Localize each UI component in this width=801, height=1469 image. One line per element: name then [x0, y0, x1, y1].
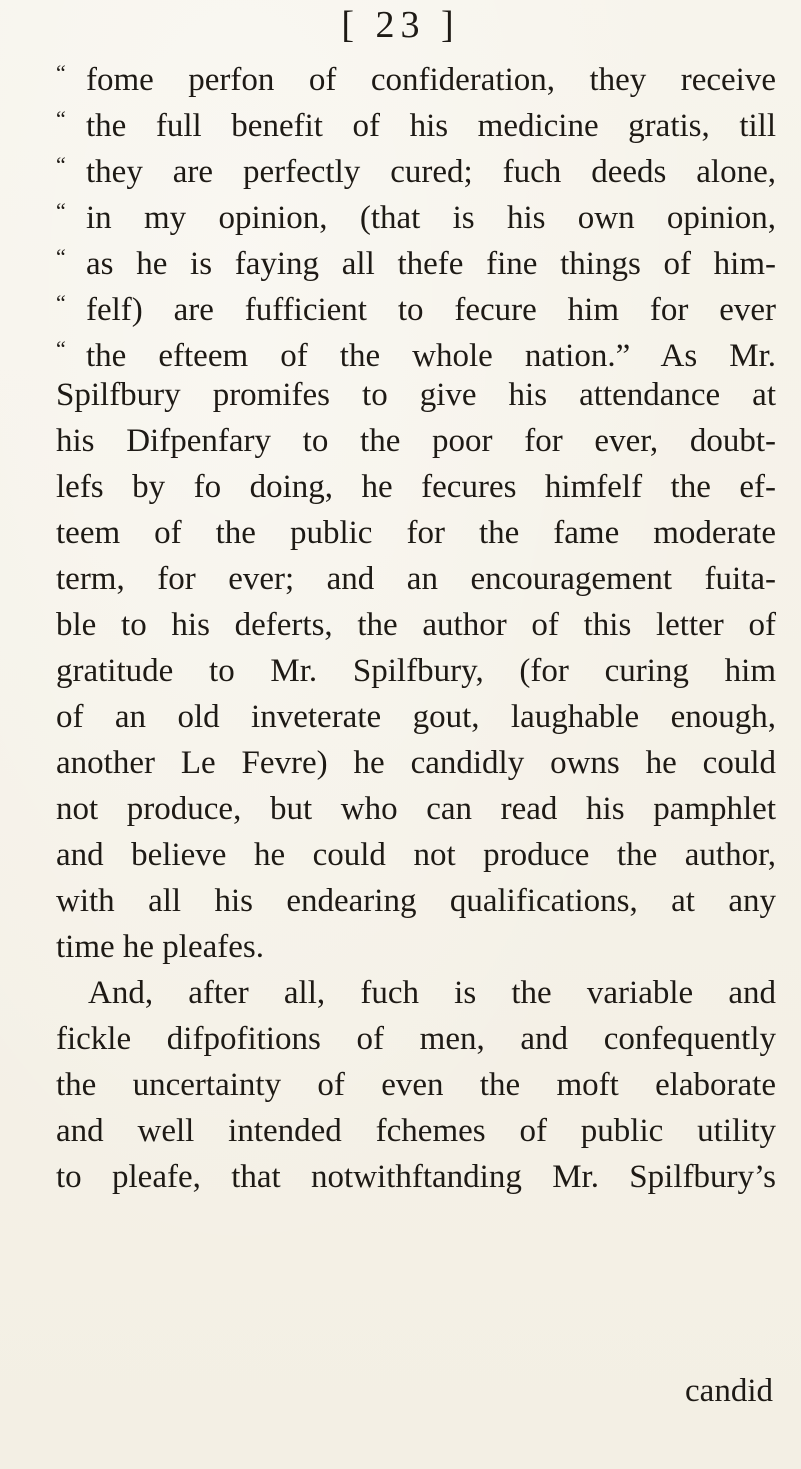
quote-mark: “: [56, 60, 66, 85]
line-text: fome perfon of confideration, they receive: [86, 62, 776, 98]
text-line: of an old inveterate gout, laughable enough,: [56, 699, 776, 735]
line-text: the efteem of the whole nation.” As Mr.: [86, 338, 776, 374]
quote-mark: “: [56, 244, 66, 269]
text-line: term, for ever; and an encouragement fuita-: [56, 561, 776, 597]
quote-mark: “: [56, 336, 66, 361]
text-line: [56, 96, 776, 142]
text-line: [56, 50, 776, 96]
line-text: as he is faying all thefe fine things of him-: [86, 246, 776, 282]
line-text: the full benefit of his medicine gratis, till: [86, 108, 776, 144]
text-line: the uncertainty of even the moft elaborate: [56, 1067, 776, 1103]
text-line: another Le Fevre) he candidly owns he could: [56, 745, 776, 781]
text-line: lefs by fo doing, he fecures himfelf the ef-: [56, 469, 776, 505]
text-line: fickle difpofitions of men, and confequently: [56, 1021, 776, 1057]
catchword: candid: [685, 1373, 773, 1409]
line-text: in my opinion, (that is his own opinion,: [86, 200, 776, 236]
text-line: [56, 280, 776, 326]
text-line: with all his endearing qualifications, at any: [56, 883, 776, 919]
line-text: they are perfectly cured; fuch deeds alone,: [86, 154, 776, 190]
text-line: ble to his deferts, the author of this letter of: [56, 607, 776, 643]
text-line: [56, 234, 776, 280]
text-line: [56, 188, 776, 234]
paragraph-first-line: And, after all, fuch is the variable and: [88, 975, 776, 1011]
text-line: time he pleafes.: [56, 929, 264, 965]
quote-mark: “: [56, 198, 66, 223]
body-text: [56, 50, 776, 1200]
quote-mark: “: [56, 152, 66, 177]
text-line: [56, 142, 776, 188]
page-number: [ 23 ]: [341, 4, 460, 46]
text-line: gratitude to Mr. Spilfbury, (for curing him: [56, 653, 776, 689]
text-line: his Difpenfary to the poor for ever, doubt-: [56, 423, 776, 459]
text-line: teem of the public for the fame moderate: [56, 515, 776, 551]
text-line: and believe he could not produce the author,: [56, 837, 776, 873]
quote-mark: “: [56, 106, 66, 131]
text-line: [56, 326, 776, 372]
line-text: felf) are fufficient to fecure him for ever: [86, 292, 776, 328]
quote-mark: “: [56, 290, 66, 315]
text-line: and well intended fchemes of public utility: [56, 1113, 776, 1149]
text-line: Spilfbury promifes to give his attendance at: [56, 377, 776, 413]
text-line: to pleafe, that notwithftanding Mr. Spilfbury’s: [56, 1159, 776, 1195]
text-line: not produce, but who can read his pamphlet: [56, 791, 776, 827]
